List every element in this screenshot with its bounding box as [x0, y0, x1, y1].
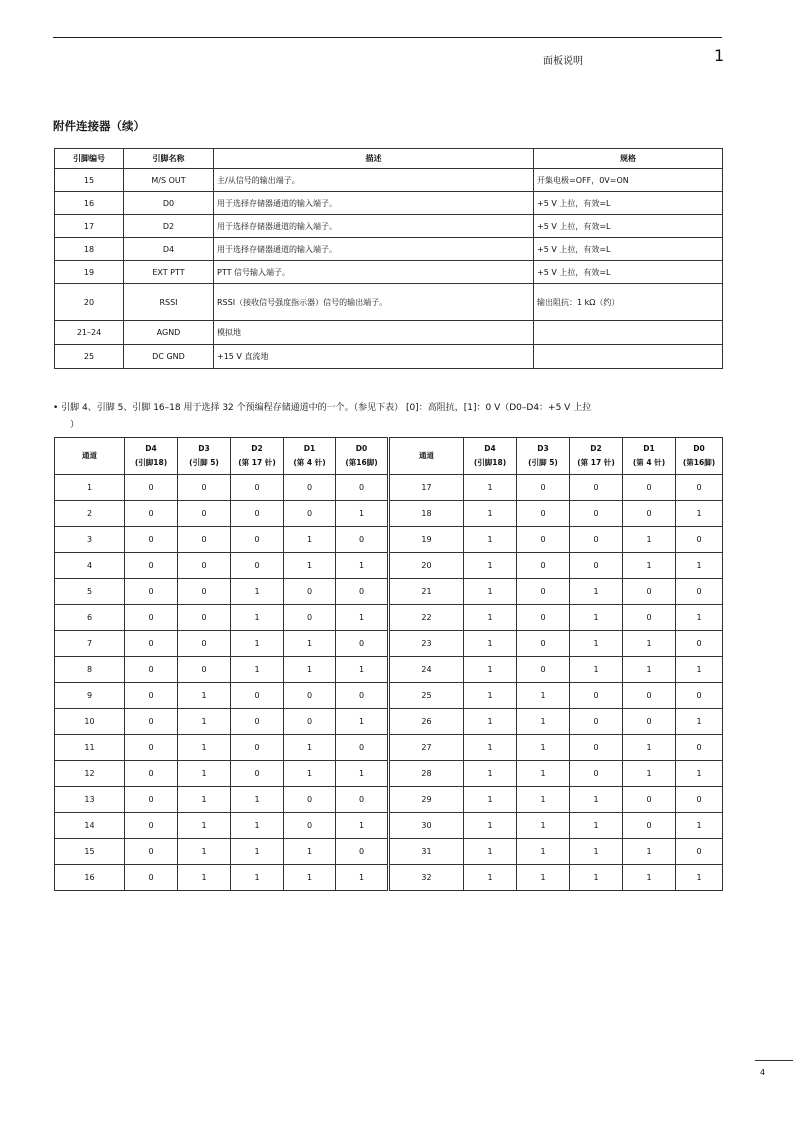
d1-value: 1: [284, 839, 336, 865]
d2-value: 0: [231, 501, 284, 527]
d0-value: 1: [336, 761, 389, 787]
channel-number: 24: [389, 657, 464, 683]
channel-number: 15: [55, 839, 125, 865]
d3-value: 0: [178, 553, 231, 579]
d1-value: 0: [284, 813, 336, 839]
pin-name: D0: [124, 192, 214, 215]
d4-value: 0: [125, 501, 178, 527]
d3-value: 1: [517, 787, 570, 813]
d0-value: 1: [676, 605, 723, 631]
d1-value: 1: [284, 735, 336, 761]
pin-description: +15 V 直流地: [214, 345, 534, 369]
d2-value: 0: [570, 735, 623, 761]
pin-spec: [534, 321, 723, 345]
d1-value: 0: [284, 787, 336, 813]
pin-number: 18: [55, 238, 124, 261]
d1-value: 1: [284, 657, 336, 683]
d1-value: 1: [284, 527, 336, 553]
d3-value: 0: [517, 657, 570, 683]
d0-value: 0: [336, 735, 389, 761]
d4-value: 1: [464, 761, 517, 787]
d0-value: 1: [676, 761, 723, 787]
footer-rule: [755, 1060, 793, 1061]
d0-value: 0: [676, 527, 723, 553]
d4-value: 1: [464, 813, 517, 839]
channel-number: 3: [55, 527, 125, 553]
d3-value: 1: [178, 813, 231, 839]
channel-row: [55, 657, 723, 683]
pin-description: 用于选择存储器通道的输入端子。: [214, 192, 534, 215]
d2-value: 1: [231, 579, 284, 605]
d0-value: 1: [676, 501, 723, 527]
d4-value: 1: [464, 553, 517, 579]
pin-row: [55, 238, 723, 261]
channel-table-body: [55, 438, 723, 891]
channel-number: 13: [55, 787, 125, 813]
d4-value: 0: [125, 839, 178, 865]
channel-number: 2: [55, 501, 125, 527]
d0-value: 0: [336, 787, 389, 813]
channel-number: 10: [55, 709, 125, 735]
pin-description: 用于选择存储器通道的输入端子。: [214, 238, 534, 261]
d4-value: 0: [125, 865, 178, 891]
d4-value: 0: [125, 735, 178, 761]
d2-value: 0: [231, 553, 284, 579]
channel-header: 通道: [389, 438, 464, 475]
pin-spec: +5 V 上拉，有效=L: [534, 238, 723, 261]
channel-number: 11: [55, 735, 125, 761]
d4-value: 1: [464, 475, 517, 501]
d2-value: 0: [570, 683, 623, 709]
d2-value: 0: [570, 709, 623, 735]
channel-row: [55, 579, 723, 605]
description-header: 描述: [214, 149, 534, 169]
d3-value: 1: [178, 761, 231, 787]
pin-name: M/S OUT: [124, 169, 214, 192]
d4-header: D4 (引脚18): [125, 438, 178, 475]
pin-description: 模拟地: [214, 321, 534, 345]
pin-name-header: 引脚名称: [124, 149, 214, 169]
d3-value: 1: [517, 761, 570, 787]
channel-row: [55, 501, 723, 527]
d3-value: 0: [178, 501, 231, 527]
d3-value: 1: [178, 735, 231, 761]
d0-value: 1: [676, 709, 723, 735]
d0-value: 1: [676, 553, 723, 579]
d4-value: 0: [125, 657, 178, 683]
pin-table-body: [55, 169, 723, 369]
d3-value: 0: [517, 501, 570, 527]
channel-row: [55, 761, 723, 787]
d1-value: 1: [623, 865, 676, 891]
d2-value: 0: [231, 735, 284, 761]
d1-value: 1: [284, 865, 336, 891]
d4-value: 1: [464, 657, 517, 683]
d3-value: 0: [517, 527, 570, 553]
d1-value: 0: [284, 683, 336, 709]
channel-number: 26: [389, 709, 464, 735]
d0-value: 1: [336, 865, 389, 891]
d0-value: 0: [336, 631, 389, 657]
d2-value: 1: [570, 605, 623, 631]
d3-value: 1: [517, 683, 570, 709]
channel-number: 21: [389, 579, 464, 605]
channel-number: 1: [55, 475, 125, 501]
pin-name: RSSI: [124, 284, 214, 321]
d2-value: 0: [231, 683, 284, 709]
channel-row: [55, 683, 723, 709]
d3-value: 1: [517, 813, 570, 839]
d2-value: 1: [231, 631, 284, 657]
d3-value: 1: [517, 865, 570, 891]
d2-value: 1: [231, 813, 284, 839]
d2-value: 1: [570, 579, 623, 605]
spec-header: 规格: [534, 149, 723, 169]
d0-value: 1: [676, 813, 723, 839]
d4-value: 0: [125, 787, 178, 813]
pin-number: 21–24: [55, 321, 124, 345]
pin-spec: 输出阻抗：1 kΩ（约）: [534, 284, 723, 321]
d2-value: 0: [570, 527, 623, 553]
d2-value: 1: [231, 605, 284, 631]
d2-value: 1: [570, 631, 623, 657]
channel-row: [55, 787, 723, 813]
d4-value: 1: [464, 501, 517, 527]
d4-header: D4 (引脚18): [464, 438, 517, 475]
d2-value: 1: [570, 813, 623, 839]
d0-value: 0: [676, 839, 723, 865]
pin-description: PTT 信号输入端子。: [214, 261, 534, 284]
channel-number: 4: [55, 553, 125, 579]
d1-value: 1: [284, 553, 336, 579]
d0-value: 1: [336, 709, 389, 735]
d0-value: 1: [336, 553, 389, 579]
d2-value: 1: [570, 657, 623, 683]
d0-header: D0 (第16脚): [676, 438, 723, 475]
d1-value: 0: [284, 709, 336, 735]
d1-value: 1: [284, 761, 336, 787]
d0-value: 0: [676, 683, 723, 709]
d2-value: 1: [231, 787, 284, 813]
d4-value: 1: [464, 579, 517, 605]
pin-description: 用于选择存储器通道的输入端子。: [214, 215, 534, 238]
d1-value: 1: [623, 735, 676, 761]
pin-spec: +5 V 上拉，有效=L: [534, 192, 723, 215]
d2-value: 1: [570, 787, 623, 813]
channel-row: [55, 865, 723, 891]
channel-number: 7: [55, 631, 125, 657]
channel-number: 8: [55, 657, 125, 683]
d1-value: 0: [623, 683, 676, 709]
d1-value: 0: [623, 475, 676, 501]
channel-table-header: [55, 438, 723, 475]
channel-number: 17: [389, 475, 464, 501]
d4-value: 0: [125, 709, 178, 735]
channel-row: [55, 475, 723, 501]
pin-row: [55, 215, 723, 238]
d1-value: 0: [623, 813, 676, 839]
d4-value: 1: [464, 631, 517, 657]
d4-value: 0: [125, 605, 178, 631]
pin-row: [55, 169, 723, 192]
d0-value: 0: [676, 579, 723, 605]
d2-value: 0: [570, 761, 623, 787]
d3-value: 1: [178, 709, 231, 735]
d1-value: 0: [623, 579, 676, 605]
d2-header: D2 (第 17 针): [570, 438, 623, 475]
d1-value: 0: [284, 579, 336, 605]
d0-value: 1: [336, 605, 389, 631]
channel-table: [54, 437, 723, 891]
channel-number: 6: [55, 605, 125, 631]
d3-value: 0: [178, 657, 231, 683]
channel-number: 27: [389, 735, 464, 761]
d0-value: 0: [676, 631, 723, 657]
d2-header: D2 (第 17 针): [231, 438, 284, 475]
d4-value: 0: [125, 553, 178, 579]
d1-value: 0: [623, 787, 676, 813]
d2-value: 0: [231, 709, 284, 735]
channel-row: [55, 839, 723, 865]
d1-header: D1 (第 4 针): [284, 438, 336, 475]
pin-row: [55, 345, 723, 369]
d0-value: 0: [336, 839, 389, 865]
d0-value: 0: [676, 475, 723, 501]
d2-value: 1: [570, 839, 623, 865]
pin-row: [55, 284, 723, 321]
d2-value: 0: [231, 761, 284, 787]
channel-row: [55, 527, 723, 553]
d3-value: 0: [178, 631, 231, 657]
d0-value: 0: [676, 735, 723, 761]
pin-description: 主/从信号的输出端子。: [214, 169, 534, 192]
d2-value: 0: [570, 475, 623, 501]
channel-row: [55, 553, 723, 579]
channel-number: 14: [55, 813, 125, 839]
d0-value: 0: [336, 683, 389, 709]
channel-number: 19: [389, 527, 464, 553]
d2-value: 1: [231, 865, 284, 891]
d3-header: D3 (引脚 5): [517, 438, 570, 475]
selection-note: • 引脚 4、引脚 5、引脚 16–18 用于选择 32 个预编程存储通道中的一个。（参见下表） [0]：高阻抗，[1]：0 V（D0–D4：+5 V 上拉: [53, 403, 592, 413]
channel-number: 18: [389, 501, 464, 527]
d3-value: 1: [178, 683, 231, 709]
d0-value: 0: [336, 579, 389, 605]
pin-spec: 开集电极=OFF，0V=ON: [534, 169, 723, 192]
header-rule: [53, 37, 722, 38]
d3-value: 1: [517, 709, 570, 735]
d1-value: 1: [623, 553, 676, 579]
channel-number: 32: [389, 865, 464, 891]
pin-name: D2: [124, 215, 214, 238]
d2-value: 0: [231, 527, 284, 553]
d1-header: D1 (第 4 针): [623, 438, 676, 475]
pin-number: 25: [55, 345, 124, 369]
channel-number: 9: [55, 683, 125, 709]
channel-number: 5: [55, 579, 125, 605]
d3-value: 0: [178, 605, 231, 631]
d3-value: 0: [517, 579, 570, 605]
d0-value: 1: [676, 865, 723, 891]
d2-value: 0: [570, 553, 623, 579]
d2-value: 1: [570, 865, 623, 891]
pin-number: 17: [55, 215, 124, 238]
pin-table-header: [55, 149, 723, 169]
d1-value: 1: [284, 631, 336, 657]
footer-page-number: 4: [760, 1068, 766, 1077]
d3-value: 0: [517, 553, 570, 579]
d3-value: 1: [178, 787, 231, 813]
d1-value: 1: [623, 839, 676, 865]
d1-value: 0: [623, 709, 676, 735]
pin-number: 19: [55, 261, 124, 284]
channel-row: [55, 605, 723, 631]
channel-number: 30: [389, 813, 464, 839]
d1-value: 0: [623, 605, 676, 631]
d4-value: 0: [125, 527, 178, 553]
pin-number: 15: [55, 169, 124, 192]
header-page-number: 1: [714, 46, 725, 65]
channel-row: [55, 813, 723, 839]
d3-value: 0: [517, 605, 570, 631]
pin-number-header: 引脚编号: [55, 149, 124, 169]
d4-value: 1: [464, 839, 517, 865]
d1-value: 0: [284, 501, 336, 527]
d2-value: 0: [231, 475, 284, 501]
d3-value: 0: [178, 579, 231, 605]
d3-value: 0: [517, 475, 570, 501]
d4-value: 0: [125, 683, 178, 709]
d1-value: 0: [623, 501, 676, 527]
pin-name: EXT PTT: [124, 261, 214, 284]
d0-value: 0: [676, 787, 723, 813]
section-title: 附件连接器（续）: [53, 119, 145, 133]
pin-row: [55, 321, 723, 345]
selection-note-continued: ）: [70, 420, 80, 430]
d3-value: 1: [178, 839, 231, 865]
d4-value: 0: [125, 761, 178, 787]
d3-value: 0: [178, 527, 231, 553]
pin-row: [55, 192, 723, 215]
pin-name: AGND: [124, 321, 214, 345]
d4-value: 0: [125, 631, 178, 657]
d0-value: 0: [336, 527, 389, 553]
pin-row: [55, 261, 723, 284]
pin-name: DC GND: [124, 345, 214, 369]
channel-number: 16: [55, 865, 125, 891]
d4-value: 1: [464, 605, 517, 631]
d3-header: D3 (引脚 5): [178, 438, 231, 475]
d3-value: 0: [517, 631, 570, 657]
header-section-label: 面板说明: [543, 56, 583, 67]
pin-spec: +5 V 上拉，有效=L: [534, 261, 723, 284]
d4-value: 1: [464, 865, 517, 891]
d4-value: 0: [125, 475, 178, 501]
d4-value: 1: [464, 735, 517, 761]
d1-value: 0: [284, 605, 336, 631]
pin-table: [54, 148, 723, 369]
d4-value: 0: [125, 813, 178, 839]
channel-row: [55, 735, 723, 761]
d0-value: 1: [336, 657, 389, 683]
d1-value: 0: [284, 475, 336, 501]
d3-value: 0: [178, 475, 231, 501]
d3-value: 1: [517, 839, 570, 865]
d1-value: 1: [623, 631, 676, 657]
pin-name: D4: [124, 238, 214, 261]
pin-spec: [534, 345, 723, 369]
pin-description: RSSI（接收信号强度指示器）信号的输出端子。: [214, 284, 534, 321]
channel-number: 28: [389, 761, 464, 787]
d1-value: 1: [623, 657, 676, 683]
channel-number: 22: [389, 605, 464, 631]
channel-number: 23: [389, 631, 464, 657]
channel-header: 通道: [55, 438, 125, 475]
d1-value: 1: [623, 527, 676, 553]
channel-number: 29: [389, 787, 464, 813]
channel-row: [55, 709, 723, 735]
d3-value: 1: [178, 865, 231, 891]
channel-number: 20: [389, 553, 464, 579]
d4-value: 1: [464, 709, 517, 735]
d4-value: 1: [464, 527, 517, 553]
d2-value: 1: [231, 839, 284, 865]
channel-number: 31: [389, 839, 464, 865]
d2-value: 0: [570, 501, 623, 527]
d0-value: 1: [676, 657, 723, 683]
channel-number: 12: [55, 761, 125, 787]
d3-value: 1: [517, 735, 570, 761]
d2-value: 1: [231, 657, 284, 683]
channel-row: [55, 631, 723, 657]
d4-value: 1: [464, 787, 517, 813]
d0-value: 1: [336, 501, 389, 527]
d4-value: 0: [125, 579, 178, 605]
d0-header: D0 (第16脚): [336, 438, 389, 475]
pin-number: 16: [55, 192, 124, 215]
channel-number: 25: [389, 683, 464, 709]
pin-number: 20: [55, 284, 124, 321]
pin-spec: +5 V 上拉，有效=L: [534, 215, 723, 238]
d0-value: 0: [336, 475, 389, 501]
d0-value: 1: [336, 813, 389, 839]
d4-value: 1: [464, 683, 517, 709]
d1-value: 1: [623, 761, 676, 787]
